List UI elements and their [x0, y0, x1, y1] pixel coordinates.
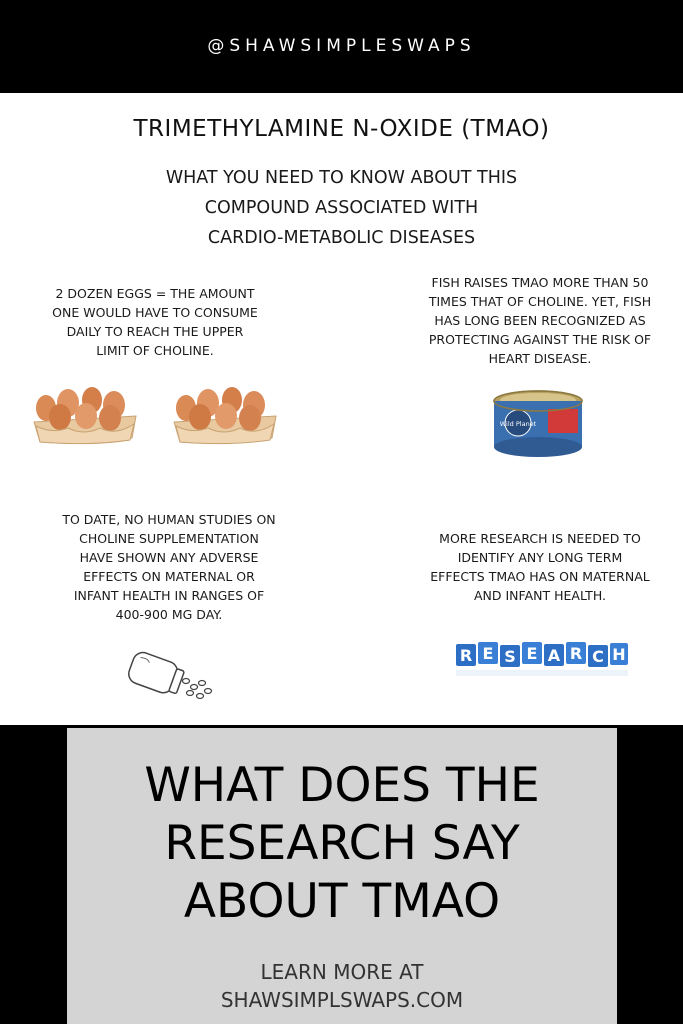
fact-line: AND INFANT HEALTH.	[474, 588, 606, 603]
fact-line: FISH RAISES TMAO MORE THAN 50	[431, 275, 649, 290]
fact-line: HAS LONG BEEN RECOGNIZED AS	[434, 313, 646, 328]
fact-studies	[20, 510, 318, 624]
fact-research	[400, 529, 680, 605]
can-label: Wild Planet	[499, 420, 537, 428]
top-banner	[0, 0, 683, 93]
fact-line: CHOLINE SUPPLEMENTATION	[79, 531, 259, 546]
fact-line: TO DATE, NO HUMAN STUDIES ON	[62, 512, 276, 527]
subtitle-line: CARDIO-METABOLIC DISEASES	[207, 228, 476, 248]
cta-title-line: ABOUT TMAO	[183, 874, 501, 929]
block-letter: R	[569, 644, 583, 663]
block-letter: E	[526, 644, 538, 663]
fact-line: MORE RESEARCH IS NEEDED TO	[439, 531, 641, 546]
cta-link[interactable]	[67, 958, 617, 1014]
fact-line: EFFECTS ON MATERNAL OR	[83, 569, 255, 584]
social-handle: @SHAWSIMPLESWAPS	[207, 36, 476, 56]
infographic-title: TRIMETHYLAMINE N-OXIDE (TMAO)	[133, 116, 550, 142]
fish-can-icon	[490, 389, 586, 459]
pill-bottle-icon	[124, 649, 220, 703]
infographic-subtitle	[80, 163, 603, 253]
block-letter: A	[547, 646, 561, 665]
fact-line: EFFECTS TMAO HAS ON MATERNAL	[430, 569, 650, 584]
fact-line: HAVE SHOWN ANY ADVERSE	[79, 550, 259, 565]
egg-carton-icon	[172, 386, 278, 448]
cta-sub-line: LEARN MORE AT	[260, 960, 424, 984]
fact-line: ONE WOULD HAVE TO CONSUME	[52, 305, 258, 320]
subtitle-line: COMPOUND ASSOCIATED WITH	[204, 198, 479, 218]
fact-line: DAILY TO REACH THE UPPER	[66, 324, 244, 339]
block-letter: C	[592, 647, 604, 666]
research-blocks-icon	[454, 640, 630, 680]
egg-carton-icon	[32, 386, 138, 448]
cta-box	[67, 728, 617, 1024]
fact-line: TIMES THAT OF CHOLINE. YET, FISH	[428, 294, 652, 309]
infographic-panel	[0, 93, 683, 725]
fact-line: PROTECTING AGAINST THE RISK OF	[428, 332, 652, 347]
block-letter: H	[612, 645, 626, 664]
cta-title-line: WHAT DOES THE	[144, 758, 540, 813]
fact-line: IDENTIFY ANY LONG TERM	[457, 550, 623, 565]
block-letter: R	[459, 646, 473, 665]
fact-line: LIMIT OF CHOLINE.	[96, 343, 214, 358]
block-letter: E	[482, 644, 494, 663]
block-letter: S	[504, 647, 516, 666]
fact-eggs	[20, 284, 290, 360]
fact-line: 400-900 MG DAY.	[115, 607, 223, 622]
cta-title	[67, 757, 617, 931]
subtitle-line: WHAT YOU NEED TO KNOW ABOUT THIS	[165, 168, 518, 188]
fact-line: HEART DISEASE.	[488, 351, 592, 366]
cta-title-line: RESEARCH SAY	[164, 816, 520, 871]
fact-fish	[400, 273, 680, 368]
fact-line: INFANT HEALTH IN RANGES OF	[73, 588, 265, 603]
website-link[interactable]: SHAWSIMPLSWAPS.COM	[220, 988, 464, 1012]
fact-line: 2 DOZEN EGGS = THE AMOUNT	[55, 286, 255, 301]
